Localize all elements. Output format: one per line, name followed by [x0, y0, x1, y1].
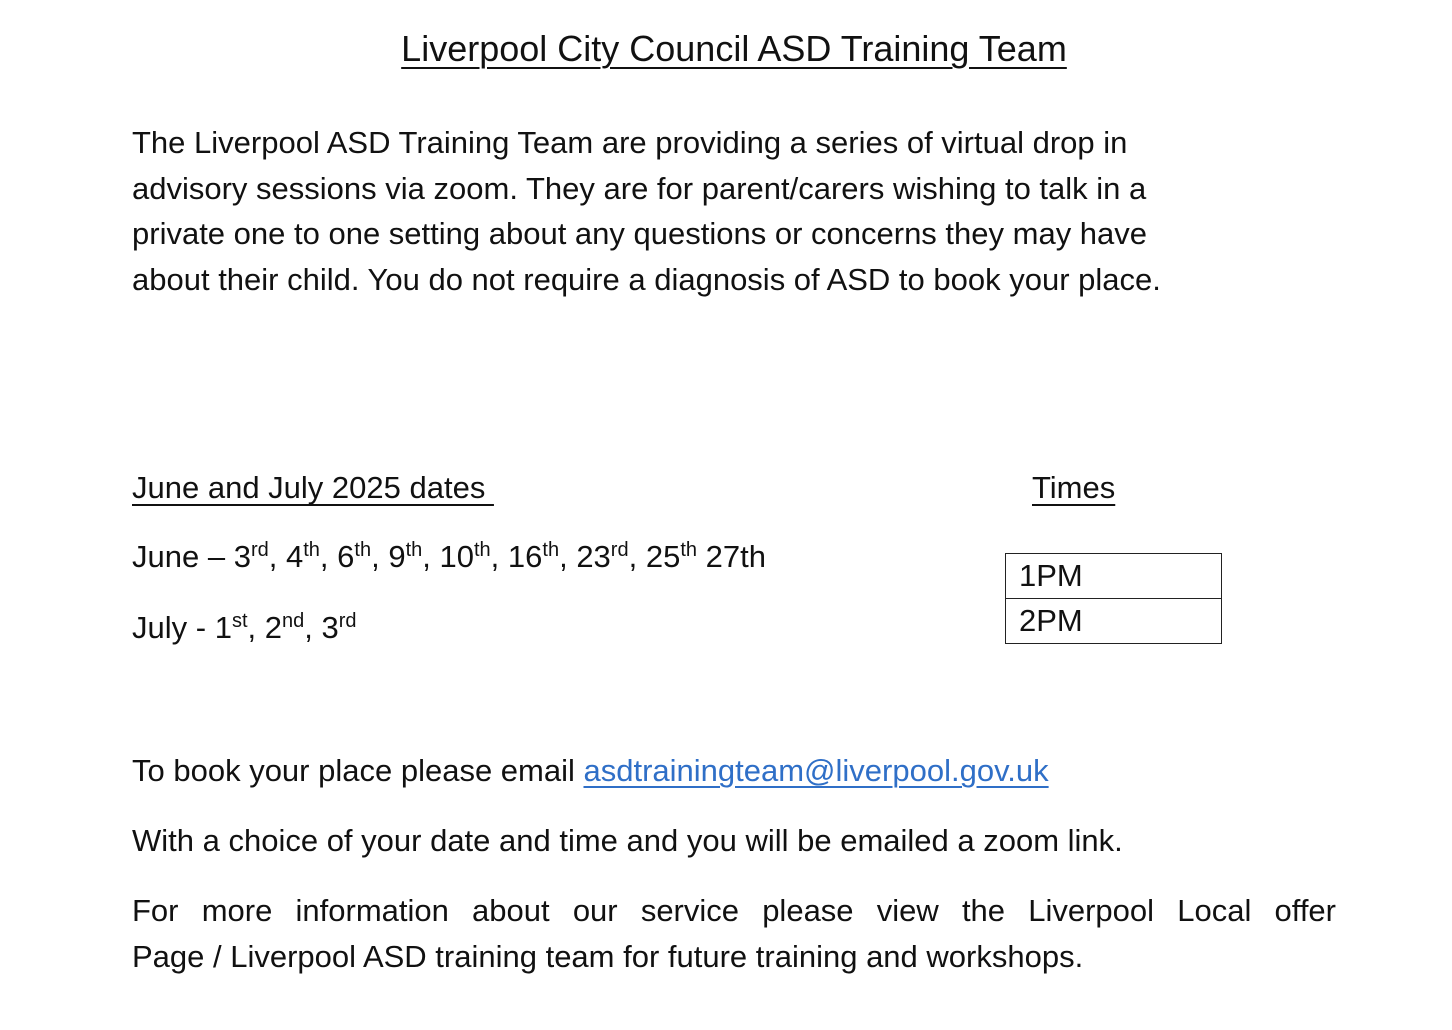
intro-line: The Liverpool ASD Training Team are providing a series of virtual drop in — [132, 125, 1128, 160]
date-number: 10 — [439, 539, 474, 574]
intro-paragraph — [132, 120, 1332, 302]
times-heading: Times — [1032, 470, 1116, 505]
date-suffix: rd — [610, 539, 629, 561]
date-suffix: rd — [250, 539, 269, 561]
more-info-line: Page / Liverpool ASD training team for future training and workshops. — [132, 938, 1084, 974]
date-separator: , — [371, 539, 389, 574]
date-number: 23 — [576, 539, 611, 574]
intro-line: private one to one setting about any questions or concerns they may have — [132, 216, 1148, 251]
date-separator: , — [268, 539, 286, 574]
date-number: 9 — [388, 539, 406, 574]
date-suffix: th — [354, 539, 372, 561]
date-number: 3 — [321, 610, 339, 645]
date-number: 6 — [337, 539, 355, 574]
table-row — [1006, 599, 1222, 644]
date-number: 16 — [507, 539, 543, 574]
date-number: 4 — [285, 539, 304, 574]
july-prefix: July - — [132, 610, 215, 645]
date-separator: , — [422, 539, 440, 574]
date-separator: , — [559, 539, 577, 574]
date-number: 1 — [214, 610, 232, 645]
time-cell: 2PM — [1006, 599, 1222, 644]
page-title-text: Liverpool City Council ASD Training Team — [401, 28, 1067, 69]
time-cell: 1PM — [1006, 554, 1222, 599]
date-separator: , — [247, 610, 265, 645]
date-suffix: th — [405, 539, 423, 561]
intro-line: about their child. You do not require a diagnosis of ASD to book your place. — [132, 261, 1161, 297]
date-suffix: th — [680, 539, 697, 561]
date-separator: , — [628, 539, 646, 574]
july-dates — [132, 606, 357, 650]
booking-text: To book your place please email — [132, 753, 584, 788]
date-last: 27th — [705, 539, 766, 574]
date-number: 25 — [645, 539, 681, 574]
date-separator: , — [319, 539, 338, 574]
booking-paragraph — [132, 748, 1049, 794]
date-separator — [697, 539, 706, 574]
date-separator: , — [304, 610, 322, 645]
dates-heading: June and July 2025 dates — [132, 470, 494, 505]
date-number: 2 — [264, 610, 282, 645]
intro-line: advisory sessions via zoom. They are for parent/carers wishing to talk in a — [132, 170, 1147, 206]
more-info-line: For more information about our service please view the Liverpool Local offer — [132, 893, 1336, 928]
choice-paragraph: With a choice of your date and time and you will be emailed a zoom link. — [132, 823, 1123, 858]
date-suffix: th — [303, 539, 320, 561]
date-suffix: th — [473, 539, 491, 561]
more-info-paragraph — [132, 888, 1336, 979]
email-link[interactable]: asdtrainingteam@liverpool.gov.uk — [583, 753, 1049, 788]
times-table — [1005, 553, 1222, 644]
june-dates — [132, 535, 766, 579]
date-number: 3 — [233, 539, 251, 574]
date-suffix: nd — [281, 610, 305, 632]
table-row — [1006, 554, 1222, 599]
date-suffix: st — [231, 610, 248, 632]
page-title — [0, 27, 1452, 71]
date-suffix: rd — [338, 610, 357, 632]
date-separator: , — [490, 539, 508, 574]
date-suffix: th — [542, 539, 560, 561]
june-prefix: June – — [132, 539, 234, 574]
